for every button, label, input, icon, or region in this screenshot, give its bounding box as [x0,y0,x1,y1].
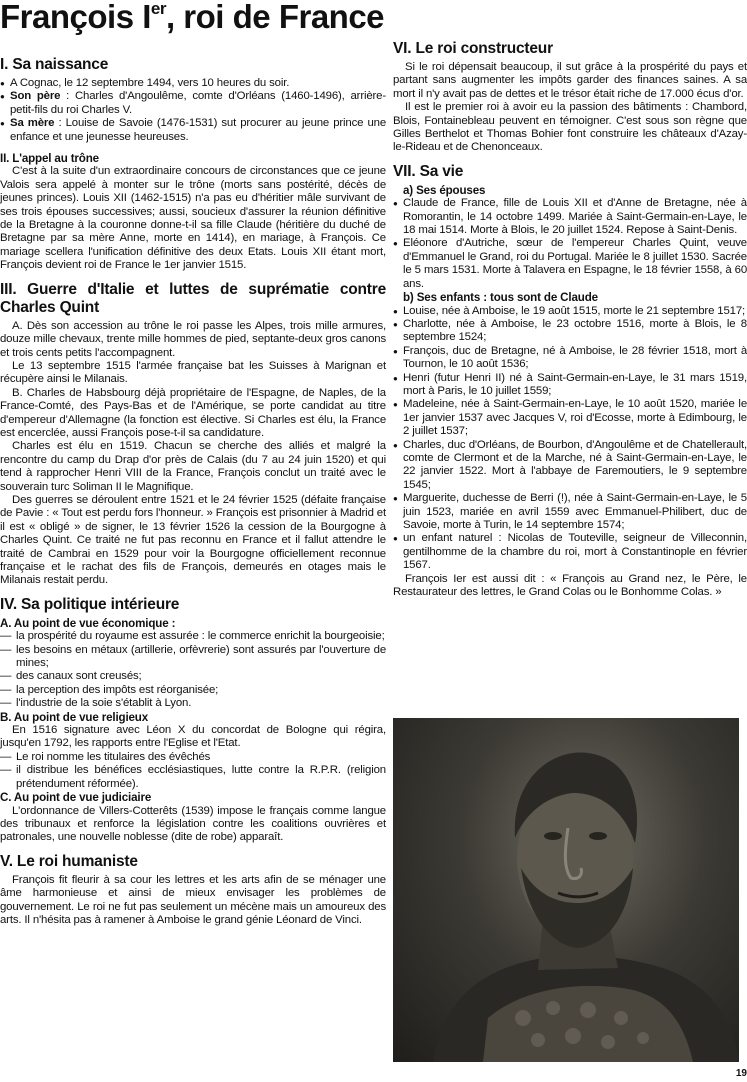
economique-item: — les besoins en métaux (artillerie, orfèvrerie) sont assurés par l'ouverture de mines; [0,644,386,671]
section-appel-heading: II. L'appel au trône [0,152,99,166]
enfant-item: ● un enfant naturel : Nicolas de Touteville, seigneur de Villeconnin, gentilhomme de la chambre du roi, mort à Constantinople en février 1567. [393,532,747,572]
enfants-list [393,305,747,573]
section-constructeur-heading: VI. Le roi constructeur [393,40,553,57]
title-main: François I [0,0,151,35]
religieux-list [0,751,386,791]
economique-item: — la prospérité du royaume est assurée : le commerce enrichit la bourgeoisie; [0,630,386,643]
bust-illustration [393,718,739,1062]
religieux-heading: B. Au point de vue religieux [0,710,149,724]
constructeur-paragraph: Si le roi dépensait beaucoup, il sut grâce à la prospérité du pays et partant sans augmenter les impôts garder des finances saines. A sa mort il n'y avait pas de dettes et le trésor était riche de 17.000 écus d'or. [393,61,747,100]
enfant-item: ● Marguerite, duchesse de Berri (!), née à Saint-Germain-en-Laye, le 5 juin 1523, mariée en avril 1559 avec Emmanuel-Philibert, duc de Savoie, morte à Turin, le 14 septembre 1574; [393,492,747,532]
section-guerre-heading: III. Guerre d'Italie et luttes de suprématie contre Charles Quint [0,280,386,316]
constructeur-paragraph: Il est le premier roi à avoir eu la passion des bâtiments : Chambord, Blois, Fontainebleau peuvent en témoigner. C'est sous son règne que Gilles Berthelot et Thomas Bohier font construire les châteaux d'Azay-le-Rideau et de Chenonceaux. [393,101,747,154]
economique-item: — l'industrie de la soie s'établit à Lyon. [0,697,386,710]
enfant-item: ● Charles, duc d'Orléans, de Bourbon, d'Angoulême et de Chatellerault, comte de Clermont et de la Marche, né à Saint-Germain-en-Laye, le 22 janvier 1522. Mort à l'abbaye de Faremoutiers, le 9 septembre 1545; [393,439,747,493]
enfant-item: ● Madeleine, née à Saint-Germain-en-Laye, le 10 août 1520, mariée le 1er janvier 1537 avec Jacques V, roi d'Ecosse, morte à Edimbourg, le 2 juillet 1537; [393,398,747,438]
surnoms-paragraph: François Ier est aussi dit : « François au Grand nez, le Père, le Restaurateur des lettres, le Grand Colas ou le Bonhomme Colas. » [393,572,747,599]
enfant-item: ● François, duc de Bretagne, né à Amboise, le 28 février 1518, mort à Tournon, le 10 août 1536; [393,345,747,372]
section-politique-heading: IV. Sa politique intérieure [0,595,180,613]
right-column [393,40,747,599]
naissance-item: ● Son père : Charles d'Angoulême, comte d'Orléans (1460-1496), arrière-petit-fils du roi Charles V. [0,90,386,117]
judiciaire-paragraph: L'ordonnance de Villers-Cotterêts (1539) impose le français comme langue des tribunaux et renforce la législation contre les coalitions ouvrières et patronales, une nouvelle noblesse (dite de robe) apparaît. [0,804,386,844]
guerre-paragraph: Charles est élu en 1519. Chacun se cherche des alliés et malgré la rencontre du camp du Drap d'or près de Calais (du 7 au 24 juin 1520) et qui tend à rapprocher Henri VIII de la France, François conclut un traité avec le souverain turc Soliman II le Magnifique. [0,440,386,493]
religieux-item: — il distribue les bénéfices ecclésiastiques, lutte contre la R.P.R. (religion prétendument réformée). [0,764,386,791]
title-superscript: er [150,0,166,18]
epouses-heading: a) Ses épouses [403,183,486,197]
naissance-item: ● A Cognac, le 12 septembre 1494, vers 10 heures du soir. [0,77,386,90]
epouses-list [393,197,747,291]
guerre-paragraph: Le 13 septembre 1515 l'armée française bat les Suisses à Marignan et récupère ainsi le Milanais. [0,359,386,386]
judiciaire-heading: C. Au point de vue judiciaire [0,791,152,805]
religieux-paragraph: En 1516 signature avec Léon X du concordat de Bologne qui régira, jusqu'en 1792, les rapports entre l'Eglise et l'Etat. [0,724,386,750]
enfant-item: ● Charlotte, née à Amboise, le 23 octobre 1516, morte à Blois, le 8 septembre 1524; [393,318,747,345]
religieux-item: — Le roi nomme les titulaires des évêchés [0,751,386,764]
portrait-image [393,718,739,1062]
section-naissance-heading: I. Sa naissance [0,56,109,73]
appel-paragraph: C'est à la suite d'un extraordinaire concours de circonstances que ce jeune Valois sera appelé à monter sur le trône (morts sans postérité, décès de jeunes princes). Louis XII (1462-1515) n'a pas eu d'héritier mâle survivant de ses trois épouses successives; aussi, soucieux d'assurer la réunion définitive de la Bretagne à la couronne donne-t-il sa fille Claude (héritière du duché de Bretagne par sa mère Anne, morte en 1414), en mariage, à François. Ce mariage scellera l'unification définitive des deux Etats. Louis XII étant mort, François devient roi de France le 1er janvier 1515. [0,165,386,272]
enfants-heading: b) Ses enfants : tous sont de Claude [403,291,598,305]
page-title [0,0,520,36]
guerre-paragraph: B. Charles de Habsbourg déjà propriétaire de l'Espagne, de Naples, de la France-Comté, des Pays-Bas et de l'Amérique, se porte candidat au titre d'empereur d'Allemagne (la fonction est élective. Si Charles est élu, la France est encerclée, aussi François pose-t-il sa candidature. [0,386,386,439]
naissance-list [0,77,386,144]
guerre-paragraph: A. Dès son accession au trône le roi passe les Alpes, trois mille armures, douze mille chevaux, trente mille hommes de pied, septante-deux gros canons et trois cents petits l'accompagnent. [0,319,386,359]
section-humaniste-heading: V. Le roi humaniste [0,852,138,870]
humaniste-paragraph: François fit fleurir à sa cour les lettres et les arts afin de se ménager une âme harmonieuse et ainsi de mieux envisager les problèmes de gouvernement. Le roi ne fut pas seulement un mécène mais un amoureux des arts. Il n'hésita pas à ramener à Amboise le grand génie Léonard de Vinci. [0,873,386,926]
section-vie-heading: VII. Sa vie [393,162,464,180]
enfant-item: ● Henri (futur Henri II) né à Saint-Germain-en-Laye, le 31 mars 1519, mort à Paris, le 10 juillet 1559; [393,372,747,399]
left-column [0,56,386,927]
page-number: 19 [735,1068,747,1079]
economique-list [0,630,386,710]
title-rest: , roi de France [165,0,385,35]
guerre-paragraph: Des guerres se déroulent entre 1521 et le 24 février 1525 (défaite française de Pavie : « Tout est perdu fors l'honneur. » François est prisonnier à Madrid et il est « obligé » de signer, le 13 février 1526 la cession de la Bourgogne à Charles Quint. Ce traité ne fut pas reconnu en France et il fallut attendre le traité de Cambrai en 1529 pour voir la Bourgogne officiellement reconnue française et le rachat des fils de François, demeurés en otages mais le Milanais restait perdu. [0,493,386,587]
economique-heading: A. Au point de vue économique : [0,616,176,630]
epouse-item: ● Eléonore d'Autriche, sœur de l'empereur Charles Quint, veuve d'Emmanuel le Grand, roi du Portugal. Mariée le 8 juillet 1530. Sacrée le 5 mars 1531. Morte à Talavera en Espagne, le 18 février 1558, à 60 ans. [393,237,747,291]
economique-item: — la perception des impôts est réorganisée; [0,684,386,697]
economique-item: — des canaux sont creusés; [0,670,386,683]
naissance-item: ● Sa mère : Louise de Savoie (1476-1531) sut procurer au jeune prince une enfance et une jeunesse heureuses. [0,117,386,144]
epouse-item: ● Claude de France, fille de Louis XII et d'Anne de Bretagne, née à Romorantin, le 14 octobre 1499. Mariée à Saint-Germain-en-Laye, le 18 mai 1514. Morte à Blois, le 20 juillet 1524. Repose à Saint-Denis. [393,197,747,237]
enfant-item: ● Louise, née à Amboise, le 19 août 1515, morte le 21 septembre 1517; [393,305,747,318]
